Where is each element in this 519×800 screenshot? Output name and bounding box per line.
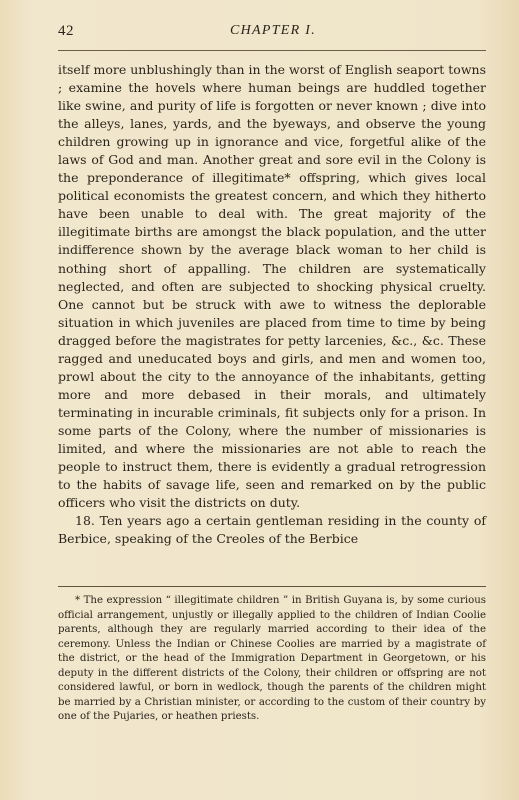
footnote [58,594,486,725]
footnote-rule [58,586,486,587]
footnote-text: * The expression “ illegitimate children ” in British Guyana is, by some curious official arrangement, unjustly or illegally applied to the children of Indian Coolie parents, although they are regularly married according to their idea of the ceremony. Unless the Indian or Chinese Coolies are married by a magistrate of the district, or the head of the Immigration Department in Georgetown, or his deputy in the different districts of the Colony, their children or offspring are not considered lawful, or born in wedlock, though the parents of the children might be married by a Christian minister, or according to the custom of their country by one of the Pujaries, or heathen priests. [58,595,486,723]
paragraph-continuation: itself more unblushingly than in the worst of English seaport towns ; examine the hovels where human beings are huddled together like swine, and purity of life is forgotten or never known ; dive into the alleys, lanes, yards, and the byeways, and observe the young children growing up in ignorance and vice, forgetful alike of the laws of God and man. Another great and sore evil in the Colony is the preponderance of illegitimate* offspring, which gives local political economists the greatest concern, and which they hitherto have been unable to deal with. The great majority of the illegitimate births are amongst the black population, and the utter indifference shown by the average black woman to her child is nothing short of appalling. The children are systematically neglected, and often are subjected to shocking physical cruelty. One cannot but be struck with awe to witness the deplorable situation in which juveniles are placed from time to time by being dragged before the magistrates for petty larcenies, &c., &c. These ragged and uneducated boys and girls, and men and women too, prowl about the city to the annoyance of the inhabitants, getting more and more debased in their morals, and ultimately terminating in incurable criminals, fit subjects only for a prison. In some parts of the Colony, where the number of missionaries is limited, and where the missionaries are not able to reach the people to instruct them, there is evidently a gradual retrogression to the habits of savage life, seen and remarked on by the public officers who visit the districts on duty. [58,62,486,511]
page-header [58,18,488,44]
main-text [58,61,486,548]
running-head: CHAPTER I. [229,23,317,38]
page-number: 42 [58,23,74,39]
paragraph-18: 18. Ten years ago a certain gentleman residing in the county of Berbice, speaking of the Creoles of the Berbice [58,513,486,547]
header-rule [58,50,486,51]
